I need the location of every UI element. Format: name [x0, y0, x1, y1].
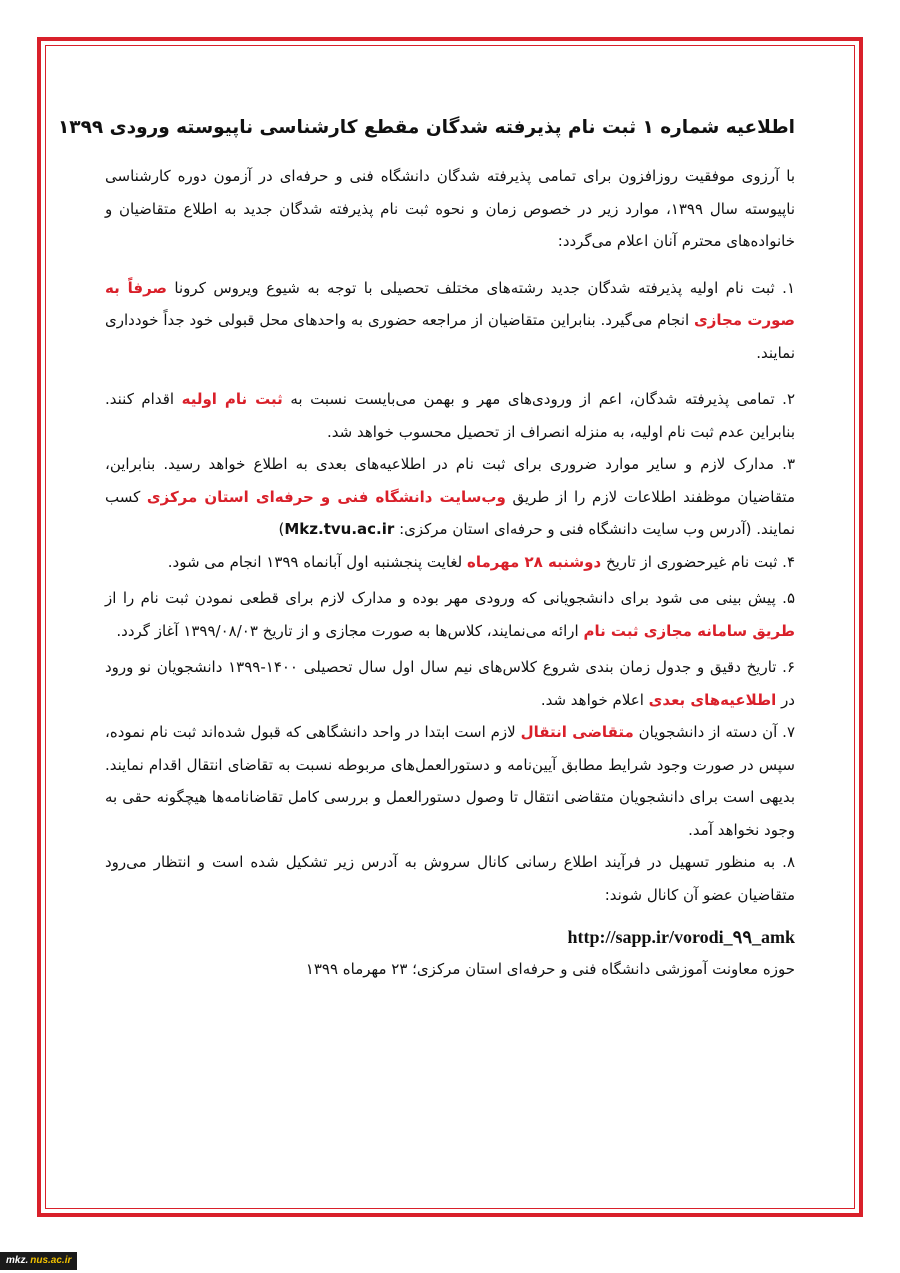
item-6-text-c: اعلام خواهد شد. — [540, 690, 649, 709]
item-2-text-a: ۲. تمامی پذیرفته شدگان، اعم از ورودی‌های مهر و بهمن می‌بایست نسبت به — [282, 390, 795, 408]
item-5-text-a: ۵. پیش بینی می شود برای دانشجویانی که ورودی مهر بوده و مدارک لازم برای قطعی نمودن ثبت نام را از — [105, 589, 795, 607]
item-4-text-c: لغایت پنجشنبه اول آبانماه ۱۳۹۹ انجام می شود. — [167, 552, 467, 571]
item-4-text-a: ۴. ثبت نام غیرحضوری از تاریخ — [601, 552, 795, 571]
announcement-title: اطلاعیه شماره ۱ ثبت نام پذیرفته شدگان مقطع کارشناسی ناپیوسته ورودی ۱۳۹۹ — [58, 117, 795, 138]
item-6 — [105, 651, 795, 716]
item-5 — [105, 582, 795, 647]
item-1-highlight: صرفاً به صورت مجازی — [105, 278, 795, 329]
signature: حوزه معاونت آموزشی دانشگاه فنی و حرفه‌ای استان مرکزی؛ ۲۳ مهرماه ۱۳۹۹ — [305, 960, 795, 978]
item-3-text-e: ) — [278, 520, 285, 538]
item-5-highlight: طریق سامانه مجازی ثبت نام — [583, 621, 795, 640]
item-6-highlight: اطلاعیه‌های بعدی — [648, 690, 777, 709]
item-7-text-a: ۷. آن دسته از دانشجویان — [633, 723, 795, 741]
item-6-text-a: ۶. تاریخ دقیق و جدول زمان بندی شروع کلاس‌های نیم سال اول سال تحصیلی ۱۴۰۰-۱۳۹۹ دانشجویان نو ورود در — [105, 658, 795, 709]
soroush-channel-link[interactable]: http://sapp.ir/vorodi_۹۹_amk — [567, 927, 795, 947]
item-3-text-c: کسب نمایند. (آدرس وب سایت دانشگاه فنی و حرفه‌ای استان مرکزی: — [105, 487, 795, 538]
item-3 — [105, 448, 795, 546]
item-3-text-a: ۳. مدارک لازم و سایر موارد ضروری برای ثبت نام در اطلاعیه‌های بعدی به اطلاع خواهد رسید. بنابراین، متقاضیان موظفند اطلاعات لازم را از طریق — [105, 455, 795, 506]
item-2-highlight: ثبت نام اولیه — [181, 390, 283, 408]
intro-paragraph: با آرزوی موفقیت روزافزون برای تمامی پذیرفته شدگان دانشگاه فنی و حرفه‌ای در آزمون دوره کارشناسی ناپیوسته سال ۱۳۹۹، موارد زیر در خصوص زمان و نحوه ثبت نام پذیرفته شدگان جدید به اطلاع متقاضیان و خانواده‌های محترم آنان اعلام می‌گردد: — [105, 167, 795, 250]
item-1-text-c: انجام می‌گیرد. بنابراین متقاضیان از مراجعه حضوری به واحدهای محل قبولی خود جداً خودداری نمایند. — [105, 311, 795, 362]
item-7-highlight: متقاضی انتقال — [520, 723, 634, 741]
item-4-highlight: دوشنبه ۲۸ مهرماه — [466, 552, 602, 571]
item-5-text-c: ارائه می‌نمایند، کلاس‌ها به صورت مجازی و از تاریخ ۱۳۹۹/۰۸/۰۳ آغاز گردد. — [116, 621, 584, 640]
announcement-body — [58, 112, 795, 986]
item-4 — [105, 546, 795, 579]
website-link[interactable]: Mkz.tvu.ac.ir — [284, 520, 395, 538]
item-7 — [105, 716, 795, 846]
item-1-text-a: ۱. ثبت نام اولیه پذیرفته شدگان جدید رشته‌های مختلف تحصیلی با توجه به شیوع ویروس کرونا — [166, 278, 795, 297]
item-3-highlight: وب‌سایت دانشگاه فنی و حرفه‌ای استان مرکزی — [146, 487, 506, 506]
item-8: ۸. به منظور تسهیل در فرآیند اطلاع رسانی کانال سروش به آدرس زیر تشکیل شده است و انتظار می‌رود متقاضیان عضو آن کانال شوند: — [105, 853, 795, 904]
item-2 — [105, 383, 795, 448]
watermark-part-1: mkz. — [6, 1255, 29, 1266]
item-1 — [105, 272, 795, 370]
item-2-text-c: اقدام کنند. بنابراین عدم ثبت نام اولیه، به منزله انصراف از تحصیل محسوب خواهد شد. — [105, 390, 795, 441]
item-7-text-c: لازم است ابتدا در واحد دانشگاهی که قبول شده‌اند ثبت نام نموده، سپس در صورت وجود شرایط مطابق آیین‌نامه و دستورالعمل‌های مربوطه نسبت به تقاضای انتقال اقدام نمایند. بدیهی است برای دانشجویان متقاضی انتقال تا وصول دستورالعمل و بررسی کامل تقاضانامه‌ها هیچگونه حقی به وجود نخواهد آمد. — [105, 723, 795, 839]
site-watermark — [0, 1252, 77, 1270]
watermark-part-2: nus.ac.ir — [30, 1255, 72, 1266]
